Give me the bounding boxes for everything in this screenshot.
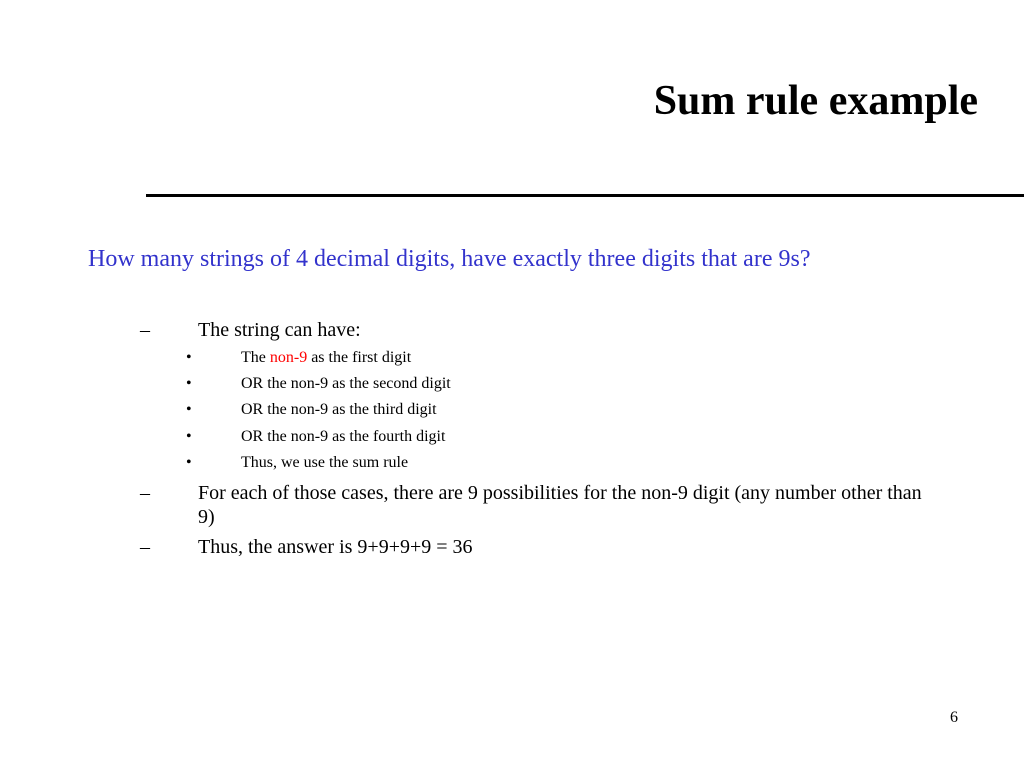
bullet-text <box>241 348 411 368</box>
dash-marker: – <box>140 536 150 558</box>
bullet-marker: • <box>186 454 192 471</box>
bullet-text: Thus, the answer is 9+9+9+9 = 36 <box>198 536 473 558</box>
bullet-text: OR the non-9 as the third digit <box>241 401 437 418</box>
bullet-text: OR the non-9 as the fourth digit <box>241 428 446 445</box>
slide-title: Sum rule example <box>653 78 978 124</box>
dash-marker: – <box>140 319 150 341</box>
bullet-text: OR the non-9 as the second digit <box>241 375 451 392</box>
bullet-marker: • <box>186 375 192 392</box>
bullet-text: For each of those cases, there are 9 possibilities for the non-9 digit (any number other than 9) <box>198 482 922 528</box>
bullet-marker: • <box>186 428 192 445</box>
bullet-marker: • <box>186 349 192 366</box>
dash-marker: – <box>140 482 150 504</box>
question-text: How many strings of 4 decimal digits, have exactly three digits that are 9s? <box>88 246 811 272</box>
text-run: as the first digit <box>307 349 412 366</box>
slide-number: 6 <box>950 709 958 726</box>
highlighted-term: non-9 <box>269 349 308 366</box>
text-run: The <box>241 349 270 366</box>
bullet-text: The string can have: <box>198 319 361 341</box>
title-underline <box>146 194 1024 197</box>
bullet-text: Thus, we use the sum rule <box>241 454 409 471</box>
bullet-marker: • <box>186 401 192 418</box>
